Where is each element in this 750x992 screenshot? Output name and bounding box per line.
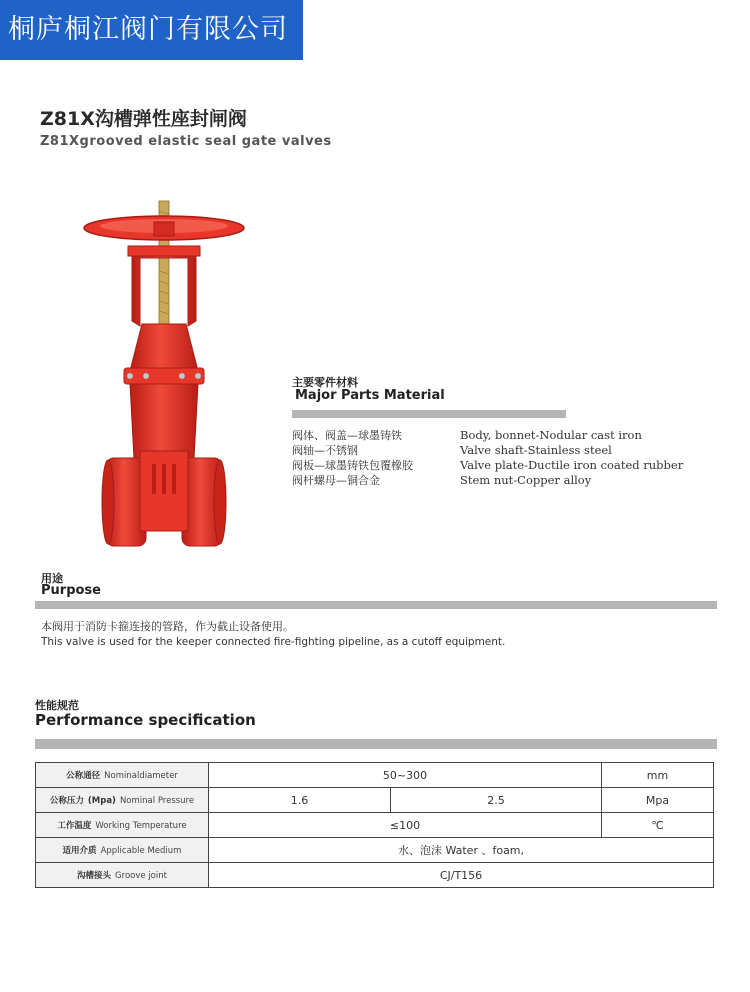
product-title-cn: Z81X沟槽弹性座封闸阀 <box>40 108 247 130</box>
diameter-value: 50~300 <box>209 763 602 788</box>
company-name: 桐庐桐江阀门有限公司 <box>8 14 288 45</box>
row-label: 公称压力 (Mpa) Nominal Pressure <box>36 788 209 813</box>
list-item <box>292 443 712 458</box>
part-cn: 阀杆螺母—铜合金 <box>292 474 380 487</box>
pressure-value-1: 1.6 <box>209 788 391 813</box>
row-label: 公称通径 Nominaldiameter <box>36 763 209 788</box>
purpose-text-en: This valve is used for the keeper connected fire-fighting pipeline, as a cutoff equipment. <box>41 636 506 648</box>
purpose-divider <box>35 601 717 609</box>
list-item <box>292 428 712 443</box>
performance-table <box>35 762 714 888</box>
part-cn: 阀轴—不锈钢 <box>292 444 358 457</box>
gate-valve-illustration <box>80 196 250 558</box>
groove-value: CJ/T156 <box>209 863 714 888</box>
temperature-unit: ℃ <box>602 813 714 838</box>
purpose-text-cn: 本阀用于消防卡箍连接的管路，作为截止设备使用。 <box>41 620 294 633</box>
table-row <box>36 763 714 788</box>
row-label: 适用介质 Applicable Medium <box>36 838 209 863</box>
company-banner <box>0 0 303 60</box>
table-row <box>36 863 714 888</box>
parts-divider <box>292 410 566 418</box>
purpose-heading-en: Purpose <box>41 583 101 598</box>
part-en: Stem nut-Copper alloy <box>460 473 592 487</box>
performance-divider <box>35 739 717 749</box>
part-en: Valve plate-Ductile iron coated rubber <box>460 458 684 472</box>
medium-value: 水、泡沫 Water 、foam, <box>209 838 714 863</box>
parts-heading-cn: 主要零件材料 <box>292 376 358 389</box>
table-row <box>36 813 714 838</box>
table-row <box>36 788 714 813</box>
temperature-value: ≤100 <box>209 813 602 838</box>
part-en: Body, bonnet-Nodular cast iron <box>460 428 642 442</box>
pressure-unit: Mpa <box>602 788 714 813</box>
row-label: 沟槽接头 Groove joint <box>36 863 209 888</box>
performance-heading-cn: 性能规范 <box>35 699 79 712</box>
table-row <box>36 838 714 863</box>
product-title-en: Z81Xgrooved elastic seal gate valves <box>40 134 332 149</box>
row-label: 工作温度 Working Temperature <box>36 813 209 838</box>
list-item <box>292 473 712 488</box>
performance-heading-en: Performance specification <box>35 711 256 729</box>
part-cn: 阀体、阀盖—球墨铸铁 <box>292 429 402 442</box>
parts-list <box>292 428 712 488</box>
purpose-heading-cn: 用途 <box>41 572 63 585</box>
part-cn: 阀板—球墨铸铁包覆橡胶 <box>292 459 413 472</box>
pressure-value-2: 2.5 <box>391 788 602 813</box>
parts-heading-en: Major Parts Material <box>295 388 445 403</box>
part-en: Valve shaft-Stainless steel <box>460 443 612 457</box>
list-item <box>292 458 712 473</box>
diameter-unit: mm <box>602 763 714 788</box>
